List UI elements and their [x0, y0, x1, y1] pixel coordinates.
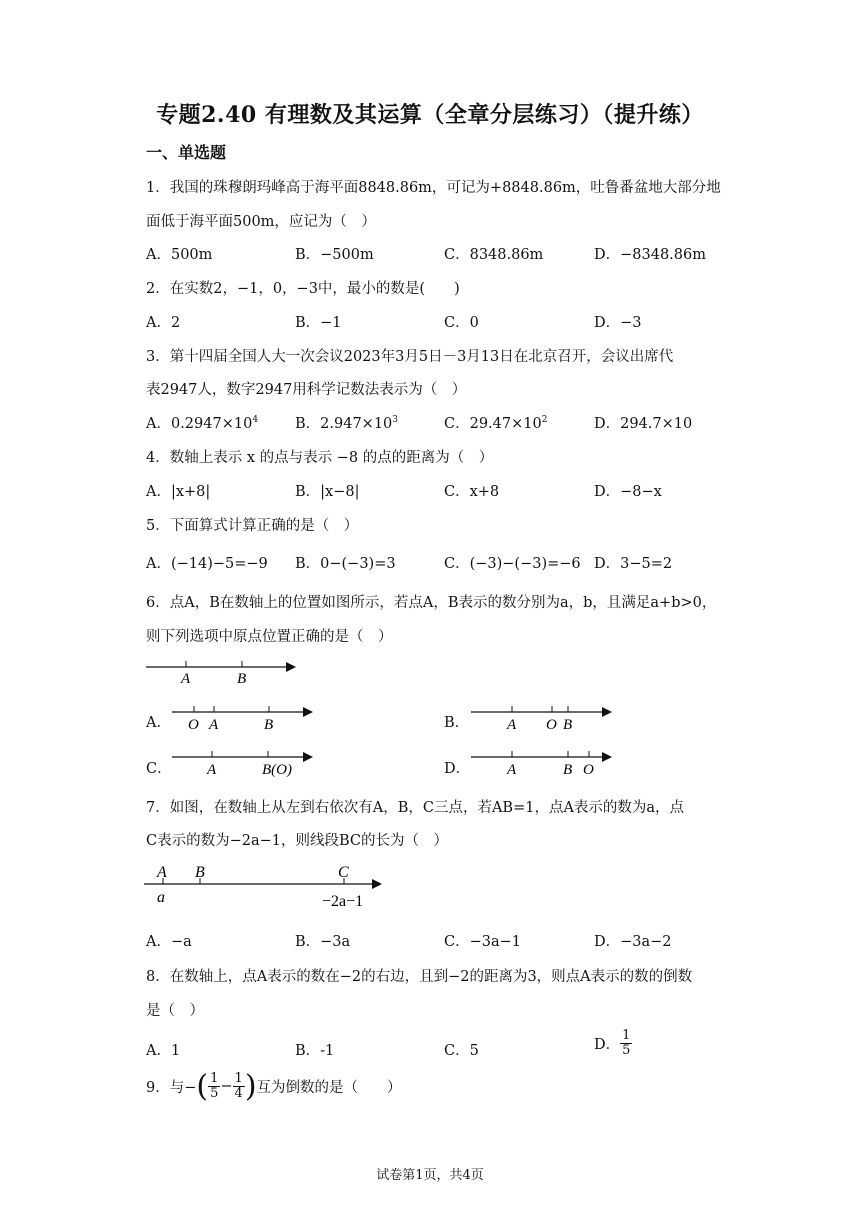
q2-option-c: C．0 [444, 315, 479, 331]
q6-option-b-number-line [465, 700, 620, 734]
q8-option-c: C．5 [444, 1043, 479, 1059]
q1-stem-line1: 1．我国的珠穆朗玛峰高于海平面8848.86m，可记为+8848.86m，吐鲁番盆地大部分地 [146, 180, 721, 196]
page-title: 专题2.40 有理数及其运算（全章分层练习）（提升练） [156, 102, 704, 128]
q5-option-a: A．(−14)−5=−9 [146, 556, 268, 572]
q6-fig-label-b: B [237, 671, 247, 687]
q1-option-d: D．−8348.86m [594, 247, 706, 263]
q3-option-d: D．294.7×10 [594, 416, 693, 432]
q6-option-a-number-line [166, 700, 321, 734]
q7-stem-line1: 7．如图，在数轴上从左到右依次有A，B，C三点，若AB=1，点A表示的数为a，点 [146, 800, 685, 816]
q8-option-d: D． $\frac{1}{5}$ [594, 1028, 631, 1058]
svg-text:C: C [338, 864, 349, 881]
q5-stem: 5．下面算式计算正确的是（ ） [146, 518, 359, 534]
svg-text:B: B [563, 762, 573, 778]
q5-option-c: C．(−3)−(−3)=−6 [444, 556, 581, 572]
q9-stem: 9．与−( $\frac{1}{5}$ − $\frac{1}{4}$ )互为倒数的是（ ） [146, 1069, 402, 1104]
q4-option-d: D．−8−x [594, 484, 662, 500]
svg-text:A: A [157, 864, 167, 881]
svg-text:−2a−1: −2a−1 [322, 893, 364, 910]
svg-text:B: B [195, 864, 205, 881]
q7-option-c: C．−3a−1 [444, 934, 521, 950]
q6-option-a-letter: A． [146, 715, 171, 731]
q1-option-a: A．500m [146, 247, 213, 263]
q3-option-b: B．$2.947\times 10^3$ [295, 415, 399, 432]
page-footer: 试卷第1页，共4页 [376, 1168, 484, 1183]
q4-option-c: C．x+8 [444, 484, 500, 500]
q2-option-d: D．−3 [594, 315, 642, 331]
svg-text:A: A [507, 717, 517, 733]
svg-text:B(O): B(O) [262, 762, 292, 778]
q8-option-a: A．1 [146, 1043, 181, 1059]
q6-option-d-number-line [465, 745, 620, 779]
svg-text:B: B [563, 717, 573, 733]
q6-stem-line2: 则下列选项中原点位置正确的是（ ） [146, 629, 393, 645]
q2-stem: 2．在实数2，−1，0，−3中，最小的数是( ) [146, 281, 460, 297]
q7-option-a: A．−a [146, 934, 192, 950]
q8-stem-line2: 是（ ） [146, 1003, 204, 1019]
q5-option-b: B．0−(−3)=3 [295, 556, 396, 572]
svg-text:O: O [583, 762, 594, 778]
q3-option-c: C．$29.47\times 10^2$ [444, 415, 548, 432]
q3-stem-line1: 3．第十四届全国人大一次会议2023年3月5日－3月13日在北京召开，会议出席代 [146, 349, 674, 365]
q4-stem: 4．数轴上表示 x 的点与表示 −8 的点的距离为（ ） [146, 450, 494, 466]
q7-number-line-figure [140, 860, 390, 912]
q6-number-line-figure [140, 655, 300, 689]
q5-option-d: D．3−5=2 [594, 556, 673, 572]
q8-stem-line1: 8．在数轴上，点A表示的数在−2的右边，且到−2的距离为3，则点A表示的数的倒数 [146, 969, 693, 985]
q6-option-c-letter: C． [146, 761, 172, 777]
q6-option-b-letter: B． [444, 715, 470, 731]
q7-stem-line2: C表示的数为−2a−1，则线段BC的长为（ ） [146, 833, 449, 849]
q6-fig-label-a: A [181, 671, 191, 687]
q4-option-b: B．|x−8| [295, 484, 360, 500]
q7-option-b: B．−3a [295, 934, 351, 950]
q6-option-c-number-line [166, 745, 321, 779]
section-heading: 一、单选题 [146, 143, 227, 162]
q4-option-a: A．|x+8| [146, 484, 211, 500]
svg-text:a: a [157, 889, 165, 906]
svg-text:B: B [264, 717, 274, 733]
q2-option-a: A．2 [146, 315, 181, 331]
svg-text:A: A [207, 762, 217, 778]
q6-stem-line1: 6．点A，B在数轴上的位置如图所示，若点A，B表示的数分别为a，b，且满足a+b>0， [146, 595, 717, 611]
q6-option-d-letter: D． [444, 761, 471, 777]
q3-option-a: A．$0.2947\times 10^4$ [146, 415, 259, 432]
q2-option-b: B．−1 [295, 315, 342, 331]
svg-text:O: O [546, 717, 557, 733]
q8-option-b: B．-1 [295, 1043, 335, 1059]
svg-text:A: A [507, 762, 517, 778]
q3-stem-line2: 表2947人，数字2947用科学记数法表示为（ ） [146, 382, 467, 398]
svg-text:O: O [188, 717, 199, 733]
svg-text:A: A [209, 717, 219, 733]
q1-option-b: B．−500m [295, 247, 374, 263]
q1-stem-line2: 面低于海平面500m，应记为（ ） [146, 214, 376, 230]
q7-option-d: D．−3a−2 [594, 934, 672, 950]
q1-option-c: C．8348.86m [444, 247, 544, 263]
